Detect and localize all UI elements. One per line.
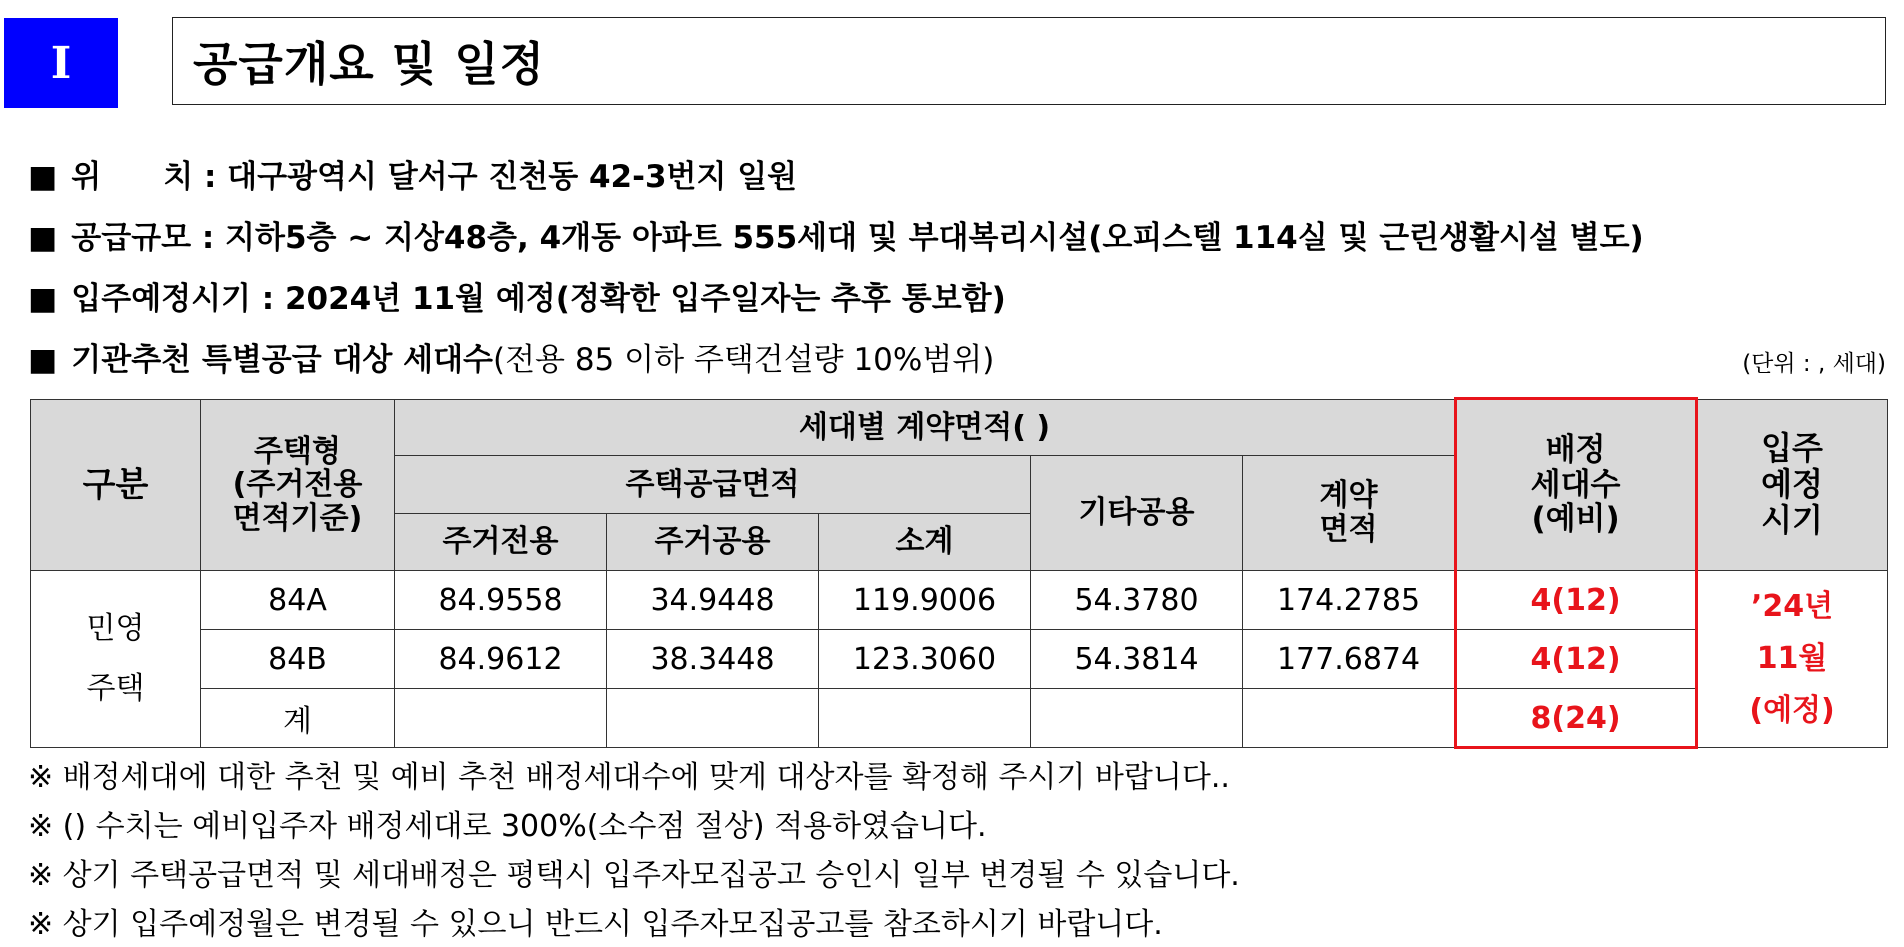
bullet-square-icon: ■ xyxy=(28,159,58,195)
section-title: 공급개요 및 일정 xyxy=(172,17,1886,105)
category-cell: 민영 주택 xyxy=(31,571,201,748)
info-scale xyxy=(28,218,1644,258)
table-row xyxy=(31,630,1888,689)
note-line: ※ 배정세대에 대한 추천 및 예비 추천 배정세대수에 맞게 대상자를 확정해 주시기 바랍니다.. xyxy=(28,760,1230,795)
subtotal-cell xyxy=(819,689,1031,748)
header-contract-area-group: 세대별 계약면적( ) xyxy=(395,400,1455,456)
note-line: ※ () 수치는 예비입주자 배정세대로 300%(소수점 절상) 적용하였습니다. xyxy=(28,809,987,844)
info-target xyxy=(28,340,994,380)
allocated-cell: 4(12) xyxy=(1455,571,1697,630)
location-text: 위 치 : 대구광역시 달서구 진천동 42-3번지 일원 xyxy=(71,159,798,195)
header-category: 구분 xyxy=(31,400,201,571)
contract-area-cell xyxy=(1243,689,1455,748)
table-row xyxy=(31,689,1888,748)
target-note-text: (전용 85 이하 주택건설량 10%범위) xyxy=(492,342,995,378)
subtotal-cell: 119.9006 xyxy=(819,571,1031,630)
bullet-square-icon: ■ xyxy=(28,220,58,256)
subtotal-cell: 123.3060 xyxy=(819,630,1031,689)
header-contract-area: 계약 면적 xyxy=(1243,456,1455,571)
info-location xyxy=(28,157,797,197)
common-cell xyxy=(607,689,819,748)
header-supply-area-group: 주택공급면적 xyxy=(395,456,1031,514)
header-allocated: 배정 세대수 (예비) xyxy=(1455,400,1697,571)
other-common-cell xyxy=(1031,689,1243,748)
bullet-square-icon: ■ xyxy=(28,342,58,378)
common-cell: 38.3448 xyxy=(607,630,819,689)
exclusive-cell: 84.9558 xyxy=(395,571,607,630)
scale-text: 공급규모 : 지하5층 ~ 지상48층, 4개동 아파트 555세대 및 부대복리시설(오피스텔 114실 및 근린생활시설 별도) xyxy=(71,220,1644,256)
note-line: ※ 상기 주택공급면적 및 세대배정은 평택시 입주자모집공고 승인시 일부 변경될 수 있습니다. xyxy=(28,858,1240,893)
header-exclusive: 주거전용 xyxy=(395,514,607,571)
type-cell: 계 xyxy=(201,689,395,748)
move-in-cell: ’24년 11월 (예정) xyxy=(1697,571,1888,748)
table-header-row xyxy=(31,400,1888,456)
contract-area-cell: 174.2785 xyxy=(1243,571,1455,630)
bullet-square-icon: ■ xyxy=(28,281,58,317)
common-cell: 34.9448 xyxy=(607,571,819,630)
type-cell: 84A xyxy=(201,571,395,630)
header-common: 주거공용 xyxy=(607,514,819,571)
target-bold-text: 기관추천 특별공급 대상 세대수 xyxy=(71,342,493,378)
header-move-in: 입주 예정 시기 xyxy=(1697,400,1888,571)
exclusive-cell: 84.9612 xyxy=(395,630,607,689)
header-subtotal: 소계 xyxy=(819,514,1031,571)
type-cell: 84B xyxy=(201,630,395,689)
exclusive-cell xyxy=(395,689,607,748)
contract-area-cell: 177.6874 xyxy=(1243,630,1455,689)
header-housing-type: 주택형 (주거전용 면적기준) xyxy=(201,400,395,571)
info-move-in xyxy=(28,279,1006,319)
section-number-badge: I xyxy=(4,18,118,108)
other-common-cell: 54.3780 xyxy=(1031,571,1243,630)
unit-note: (단위 : , 세대) xyxy=(1742,351,1886,377)
allocated-cell: 8(24) xyxy=(1455,689,1697,748)
move-in-text: 입주예정시기 : 2024년 11월 예정(정확한 입주일자는 추후 통보함) xyxy=(71,281,1006,317)
note-line: ※ 상기 입주예정월은 변경될 수 있으니 반드시 입주자모집공고를 참조하시기 바랍니다. xyxy=(28,907,1163,942)
header-other-common: 기타공용 xyxy=(1031,456,1243,571)
supply-table xyxy=(30,399,1888,748)
allocated-cell: 4(12) xyxy=(1455,630,1697,689)
table-row xyxy=(31,571,1888,630)
other-common-cell: 54.3814 xyxy=(1031,630,1243,689)
